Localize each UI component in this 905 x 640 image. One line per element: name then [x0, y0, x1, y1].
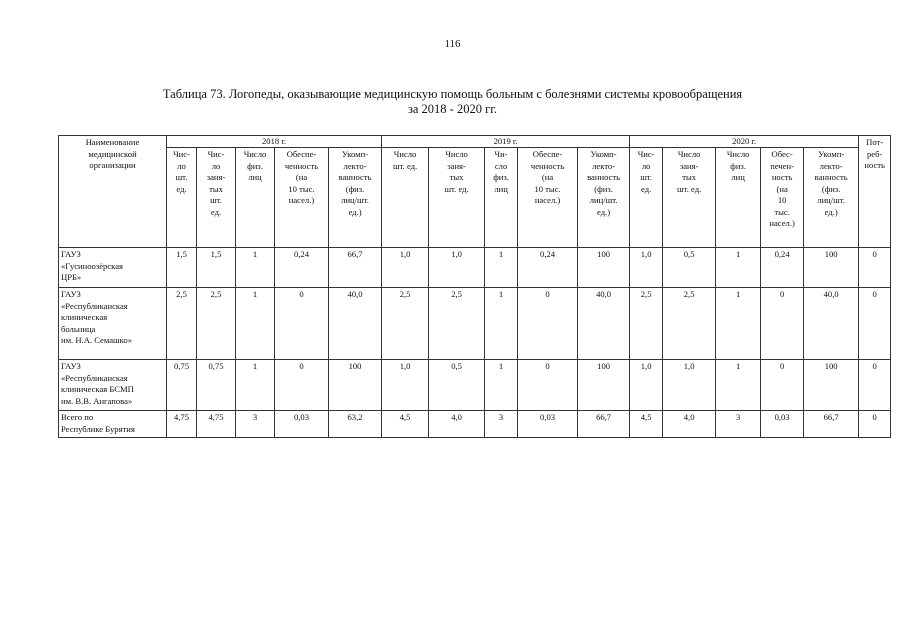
value-cell: 0,24	[761, 248, 804, 288]
value-cell: 4,75	[167, 411, 197, 438]
value-cell: 0,5	[429, 360, 485, 411]
value-cell: 0,5	[663, 248, 716, 288]
year-header-row	[59, 136, 891, 148]
value-cell: 100	[578, 360, 630, 411]
value-cell: 2,5	[630, 288, 663, 360]
value-cell: 0	[275, 360, 329, 411]
caption-line-2: за 2018 - 2020 гг.	[407, 102, 498, 116]
org-name-cell: Всего по Республике Бурятия	[59, 411, 167, 438]
value-cell: 1	[716, 248, 761, 288]
value-cell: 1	[485, 360, 518, 411]
org-name-cell: ГАУЗ «Республиканская клиническая больница им. Н.А. Семашко»	[59, 288, 167, 360]
value-cell: 0	[761, 360, 804, 411]
value-cell: 3	[485, 411, 518, 438]
value-cell: 40,0	[804, 288, 859, 360]
value-cell: 0,03	[761, 411, 804, 438]
value-cell: 40,0	[329, 288, 382, 360]
value-cell: 2,5	[167, 288, 197, 360]
value-cell: 100	[578, 248, 630, 288]
value-cell: 0	[859, 288, 891, 360]
value-cell: 100	[804, 360, 859, 411]
value-cell: 3	[716, 411, 761, 438]
col-header: Число заня- тых шт. ед.	[429, 148, 485, 248]
value-cell: 1,0	[663, 360, 716, 411]
value-cell: 4,5	[382, 411, 429, 438]
value-cell: 0	[518, 360, 578, 411]
value-cell: 2,5	[382, 288, 429, 360]
col-header: Чис- ло заня- тых шт. ед.	[197, 148, 236, 248]
col-header: Укомп- лекто- ванность (физ. лиц/шт. ед.)	[578, 148, 630, 248]
value-cell: 1,0	[382, 248, 429, 288]
col-header: Число физ. лиц	[236, 148, 275, 248]
year-header-2020: 2020 г.	[630, 136, 859, 148]
org-name-cell: ГАУЗ «Республиканская клиническая БСМП им. В.В. Ангапова»	[59, 360, 167, 411]
org-name-cell: ГАУЗ «Гусиноозёрская ЦРБ»	[59, 248, 167, 288]
value-cell: 0	[859, 248, 891, 288]
col-header: Чис- ло шт. ед.	[630, 148, 663, 248]
value-cell: 1,5	[197, 248, 236, 288]
value-cell: 1,0	[630, 248, 663, 288]
value-cell: 100	[329, 360, 382, 411]
value-cell: 0,75	[197, 360, 236, 411]
value-cell: 0	[859, 360, 891, 411]
logopedists-table	[58, 135, 891, 438]
value-cell: 1,0	[382, 360, 429, 411]
value-cell: 1,5	[167, 248, 197, 288]
total-row	[59, 411, 891, 438]
value-cell: 40,0	[578, 288, 630, 360]
value-cell: 2,5	[197, 288, 236, 360]
year-header-2019: 2019 г.	[382, 136, 630, 148]
value-cell: 1,0	[429, 248, 485, 288]
caption-line-1: Таблица 73. Логопеды, оказывающие медицинскую помощь больным с болезнями системы кровообращения	[162, 87, 743, 101]
table-row	[59, 248, 891, 288]
table-caption	[60, 87, 845, 117]
value-cell: 66,7	[804, 411, 859, 438]
value-cell: 4,0	[429, 411, 485, 438]
org-name-header: Наименование медицинской организации	[59, 136, 167, 248]
col-header: Обеспе- ченность (на 10 тыс. насел.)	[518, 148, 578, 248]
col-header: Обес- печен- ность (на 10 тыс. насел.)	[761, 148, 804, 248]
value-cell: 4,75	[197, 411, 236, 438]
col-header: Чи- сло физ. лиц	[485, 148, 518, 248]
col-header: Число заня- тых шт. ед.	[663, 148, 716, 248]
value-cell: 66,7	[578, 411, 630, 438]
table-row	[59, 360, 891, 411]
value-cell: 0	[518, 288, 578, 360]
value-cell: 2,5	[429, 288, 485, 360]
col-header: Число шт. ед.	[382, 148, 429, 248]
col-header: Число физ. лиц	[716, 148, 761, 248]
page-number: 116	[444, 38, 461, 50]
value-cell: 1,0	[630, 360, 663, 411]
value-cell: 63,2	[329, 411, 382, 438]
table-row	[59, 288, 891, 360]
value-cell: 0	[275, 288, 329, 360]
value-cell: 100	[804, 248, 859, 288]
value-cell: 1	[485, 248, 518, 288]
value-cell: 1	[236, 288, 275, 360]
col-header: Чис- ло шт. ед.	[167, 148, 197, 248]
value-cell: 66,7	[329, 248, 382, 288]
value-cell: 0,03	[275, 411, 329, 438]
value-cell: 4,0	[663, 411, 716, 438]
value-cell: 3	[236, 411, 275, 438]
need-header: Пот- реб- ность	[859, 136, 891, 248]
value-cell: 0,03	[518, 411, 578, 438]
value-cell: 1	[716, 288, 761, 360]
col-header: Укомп- лекто- ванность (физ. лиц/шт. ед.)	[329, 148, 382, 248]
value-cell: 1	[236, 248, 275, 288]
value-cell: 0	[859, 411, 891, 438]
col-header: Обеспе- ченность (на 10 тыс. насел.)	[275, 148, 329, 248]
value-cell: 1	[716, 360, 761, 411]
value-cell: 0,75	[167, 360, 197, 411]
value-cell: 2,5	[663, 288, 716, 360]
year-header-2018: 2018 г.	[167, 136, 382, 148]
value-cell: 0	[761, 288, 804, 360]
column-header-row	[59, 148, 891, 248]
value-cell: 4,5	[630, 411, 663, 438]
value-cell: 1	[485, 288, 518, 360]
value-cell: 1	[236, 360, 275, 411]
col-header: Укомп- лекто- ванность (физ. лиц/шт. ед.)	[804, 148, 859, 248]
value-cell: 0,24	[518, 248, 578, 288]
value-cell: 0,24	[275, 248, 329, 288]
